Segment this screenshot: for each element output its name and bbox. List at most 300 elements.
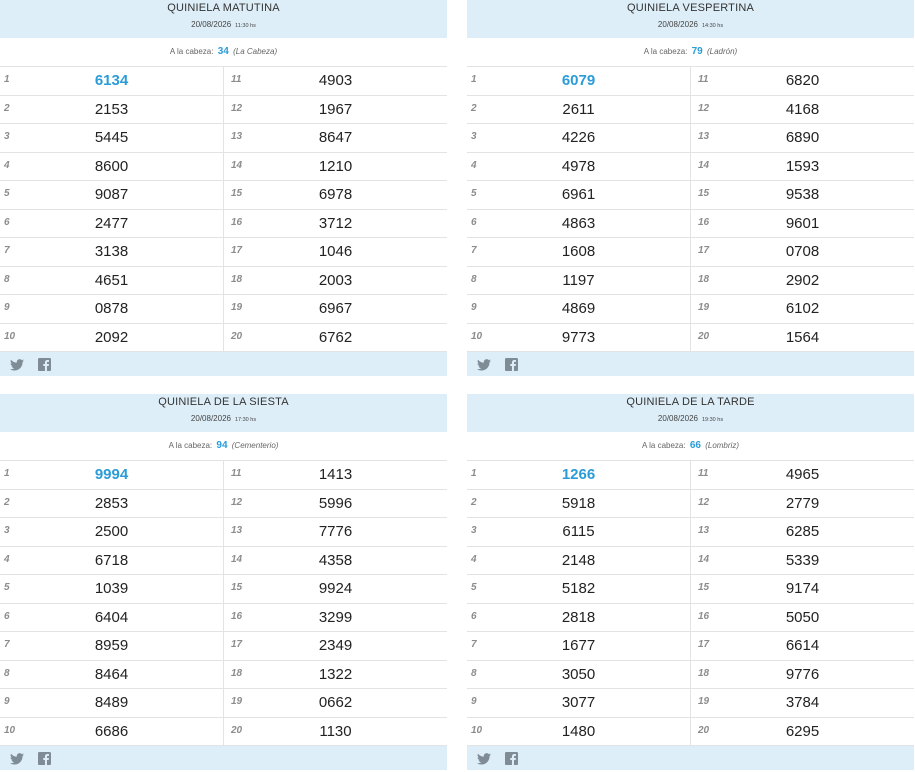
draw-date: 20/08/2026 [657, 20, 698, 29]
card-header [467, 394, 914, 432]
result-number: 0708 [785, 243, 820, 260]
result-position: 20 [698, 330, 710, 342]
result-number: 4869 [561, 300, 596, 317]
result-row [224, 153, 447, 182]
result-number: 5050 [785, 608, 820, 626]
draw-title: QUINIELA DE LA TARDE [626, 396, 755, 408]
result-number: 7776 [318, 523, 353, 540]
result-row [467, 661, 690, 690]
result-position: 4 [4, 553, 10, 565]
result-position: 16 [231, 216, 243, 228]
result-position: 17 [698, 639, 710, 650]
result-row [0, 575, 223, 604]
result-row [691, 632, 914, 661]
result-number: 1593 [785, 157, 820, 175]
result-position: 7 [4, 639, 10, 650]
results-grid [0, 67, 447, 352]
results-column-left [0, 67, 223, 352]
result-position: 15 [231, 582, 243, 593]
result-position: 12 [698, 496, 710, 508]
result-position: 14 [698, 553, 710, 565]
results-column-left [467, 461, 690, 746]
result-row [224, 124, 447, 153]
twitter-icon[interactable] [477, 752, 491, 770]
result-row [224, 718, 447, 747]
result-number: 6762 [318, 328, 353, 346]
result-number: 6961 [561, 186, 596, 203]
result-row [691, 96, 914, 125]
result-position: 7 [4, 245, 10, 256]
result-row [0, 324, 223, 353]
result-row [691, 67, 914, 96]
result-number: 5445 [94, 129, 129, 146]
result-number: 5996 [318, 494, 353, 512]
result-position: 19 [231, 302, 243, 313]
result-row [0, 181, 223, 210]
card-footer [467, 746, 914, 770]
result-number: 9776 [785, 665, 820, 683]
result-row [0, 96, 223, 125]
results-grid [0, 461, 447, 746]
result-position: 1 [4, 74, 10, 85]
result-row [467, 461, 690, 490]
result-number: 1046 [318, 243, 353, 260]
result-number: 6295 [785, 722, 820, 740]
results-column-right [223, 67, 447, 352]
result-position: 16 [698, 216, 710, 228]
result-position: 8 [471, 273, 477, 285]
card-header [0, 0, 447, 38]
result-row [224, 96, 447, 125]
result-row [467, 181, 690, 210]
result-position: 17 [231, 639, 243, 650]
cabeza-label: A la cabeza: [642, 441, 686, 450]
result-row [691, 689, 914, 718]
result-row [467, 547, 690, 576]
result-row [467, 267, 690, 296]
result-position: 5 [4, 582, 10, 593]
result-number: 8489 [94, 694, 129, 711]
result-number: 2148 [561, 551, 596, 569]
result-row [691, 124, 914, 153]
result-number: 1266 [561, 466, 596, 483]
result-number: 6967 [318, 300, 353, 317]
result-position: 1 [471, 74, 477, 85]
result-row [224, 324, 447, 353]
result-position: 19 [231, 696, 243, 707]
result-row [467, 67, 690, 96]
result-position: 17 [698, 245, 710, 256]
results-column-right [690, 461, 914, 746]
draw-time: 17:30 hs [234, 417, 257, 423]
result-number: 1608 [561, 243, 596, 260]
result-position: 8 [471, 667, 477, 679]
result-number: 5339 [785, 551, 820, 569]
result-row [691, 718, 914, 747]
result-position: 9 [471, 302, 477, 313]
result-row [467, 604, 690, 633]
results-column-left [0, 461, 223, 746]
result-number: 6978 [318, 186, 353, 203]
result-number: 6102 [785, 300, 820, 317]
result-row [224, 604, 447, 633]
result-position: 18 [698, 273, 710, 285]
result-row [467, 575, 690, 604]
cabeza-line [467, 38, 914, 67]
cabeza-number: 79 [691, 46, 703, 57]
result-row [0, 518, 223, 547]
result-row [0, 267, 223, 296]
result-position: 5 [4, 188, 10, 199]
cabeza-line [467, 432, 914, 461]
result-number: 6285 [785, 523, 820, 540]
result-number: 1322 [318, 665, 353, 683]
cabeza-line [0, 38, 447, 67]
result-number: 6115 [562, 523, 595, 540]
result-number: 4358 [318, 551, 353, 569]
result-number: 3077 [561, 694, 596, 711]
result-position: 1 [471, 468, 477, 479]
result-position: 14 [231, 159, 243, 171]
result-row [691, 238, 914, 267]
result-row [0, 295, 223, 324]
result-number: 9174 [785, 580, 820, 597]
twitter-icon[interactable] [10, 358, 24, 376]
result-number: 2818 [561, 608, 596, 626]
result-position: 7 [471, 245, 477, 256]
result-number: 2003 [318, 271, 353, 289]
result-row [0, 661, 223, 690]
result-position: 20 [231, 724, 243, 736]
draw-title: QUINIELA DE LA SIESTA [158, 396, 289, 408]
cabeza-meaning: (Lombriz) [705, 441, 739, 450]
result-position: 14 [231, 553, 243, 565]
result-row [691, 324, 914, 353]
draw-card [467, 394, 914, 770]
result-position: 2 [4, 496, 10, 508]
result-position: 12 [698, 102, 710, 114]
result-row [691, 181, 914, 210]
result-number: 3138 [94, 243, 129, 260]
result-row [0, 604, 223, 633]
result-position: 19 [698, 696, 710, 707]
result-number: 0878 [94, 300, 129, 317]
result-row [0, 153, 223, 182]
result-position: 12 [231, 496, 243, 508]
result-number: 4978 [561, 157, 596, 175]
card-footer [467, 352, 914, 376]
result-number: 9994 [94, 466, 129, 483]
result-row [467, 238, 690, 267]
result-position: 11 [231, 74, 242, 85]
cabeza-line [0, 432, 447, 461]
result-number: 2500 [94, 523, 129, 540]
result-row [224, 689, 447, 718]
result-row [467, 153, 690, 182]
result-number: 4863 [561, 214, 596, 232]
cabeza-label: A la cabeza: [643, 47, 688, 56]
draw-title: QUINIELA VESPERTINA [626, 2, 755, 14]
result-position: 9 [4, 302, 10, 313]
draw-date: 20/08/2026 [191, 20, 232, 29]
cabeza-number: 66 [689, 440, 701, 451]
facebook-icon[interactable] [38, 752, 51, 770]
result-number: 5918 [561, 494, 596, 512]
result-number: 1413 [318, 466, 353, 483]
result-number: 4651 [94, 271, 129, 289]
result-position: 6 [471, 216, 477, 228]
result-row [0, 632, 223, 661]
result-position: 13 [231, 131, 243, 142]
result-number: 1677 [561, 637, 596, 654]
result-row [224, 295, 447, 324]
draw-card [0, 394, 447, 770]
result-row [467, 324, 690, 353]
result-number: 4965 [785, 466, 820, 483]
result-number: 5182 [561, 580, 596, 597]
result-number: 2092 [94, 328, 129, 346]
result-position: 10 [4, 724, 16, 736]
result-row [467, 295, 690, 324]
results-grid [467, 67, 914, 352]
result-position: 6 [471, 610, 477, 622]
result-number: 3784 [785, 694, 820, 711]
result-row [224, 661, 447, 690]
result-position: 16 [698, 610, 710, 622]
result-position: 2 [471, 496, 477, 508]
result-position: 19 [698, 302, 710, 313]
result-row [224, 632, 447, 661]
result-row [691, 267, 914, 296]
result-number: 6079 [561, 72, 596, 89]
result-position: 3 [4, 131, 10, 142]
result-row [0, 461, 223, 490]
result-number: 2153 [94, 100, 129, 118]
draw-date: 20/08/2026 [190, 414, 231, 423]
result-row [467, 718, 690, 747]
cabeza-number: 34 [217, 46, 229, 57]
result-number: 9773 [561, 328, 596, 346]
result-row [0, 718, 223, 747]
result-position: 16 [231, 610, 243, 622]
result-number: 6134 [94, 72, 129, 89]
result-position: 3 [471, 131, 477, 142]
result-row [0, 490, 223, 519]
result-number: 2477 [94, 214, 129, 232]
result-number: 1197 [562, 271, 595, 289]
result-number: 2779 [785, 494, 820, 512]
result-number: 1130 [319, 722, 352, 740]
result-number: 1039 [94, 580, 129, 597]
cabeza-meaning: (Cementerio) [231, 441, 279, 450]
result-position: 15 [698, 582, 710, 593]
results-column-left [467, 67, 690, 352]
facebook-icon[interactable] [505, 752, 518, 770]
result-position: 6 [4, 610, 10, 622]
draw-title: QUINIELA MATUTINA [167, 2, 280, 14]
card-footer [0, 352, 447, 376]
result-number: 6614 [785, 637, 820, 654]
result-row [467, 124, 690, 153]
result-row [691, 575, 914, 604]
result-position: 18 [231, 273, 243, 285]
result-row [224, 267, 447, 296]
facebook-icon[interactable] [505, 358, 518, 376]
draw-datetime [0, 20, 447, 29]
result-position: 10 [471, 330, 483, 342]
result-row [224, 490, 447, 519]
result-row [224, 67, 447, 96]
result-position: 7 [471, 639, 477, 650]
result-number: 8464 [94, 665, 129, 683]
draw-datetime [467, 414, 914, 423]
result-number: 6404 [94, 608, 129, 626]
result-row [224, 461, 447, 490]
cabeza-meaning: (Ladrón) [706, 47, 738, 56]
result-number: 0662 [318, 694, 353, 711]
result-number: 6890 [785, 129, 820, 146]
cabeza-number: 94 [216, 440, 228, 451]
result-position: 13 [698, 131, 710, 142]
result-row [691, 153, 914, 182]
draw-card [467, 0, 914, 376]
result-row [691, 547, 914, 576]
result-number: 8647 [318, 129, 353, 146]
result-position: 15 [231, 188, 243, 199]
result-row [691, 210, 914, 239]
result-position: 1 [4, 468, 10, 479]
result-row [691, 461, 914, 490]
result-number: 3712 [318, 214, 353, 232]
results-column-right [223, 461, 447, 746]
result-position: 11 [698, 74, 709, 85]
result-position: 12 [231, 102, 243, 114]
result-position: 6 [4, 216, 10, 228]
result-number: 9087 [94, 186, 129, 203]
result-number: 1564 [785, 328, 820, 346]
result-position: 8 [4, 667, 10, 679]
result-number: 1480 [561, 722, 596, 740]
result-row [0, 689, 223, 718]
twitter-icon[interactable] [10, 752, 24, 770]
result-row [691, 490, 914, 519]
result-number: 4903 [318, 72, 353, 89]
result-number: 1967 [318, 100, 353, 118]
result-number: 4168 [785, 100, 820, 118]
draw-datetime [0, 414, 447, 423]
draw-time: 14:30 hs [701, 23, 724, 29]
card-header [467, 0, 914, 38]
result-row [224, 210, 447, 239]
result-position: 2 [4, 102, 10, 114]
facebook-icon[interactable] [38, 358, 51, 376]
result-row [0, 210, 223, 239]
draw-time: 11:30 hs [235, 23, 256, 29]
result-number: 6718 [94, 551, 129, 569]
result-position: 17 [231, 245, 243, 256]
result-row [0, 238, 223, 267]
result-number: 6686 [94, 722, 129, 740]
result-position: 13 [698, 525, 710, 536]
result-position: 4 [4, 159, 10, 171]
result-number: 3050 [561, 665, 596, 683]
result-number: 8959 [94, 637, 129, 654]
result-row [691, 518, 914, 547]
result-position: 4 [471, 159, 477, 171]
result-row [467, 96, 690, 125]
result-row [224, 181, 447, 210]
result-row [0, 124, 223, 153]
twitter-icon[interactable] [477, 358, 491, 376]
result-number: 6820 [785, 72, 820, 89]
cabeza-meaning: (La Cabeza) [233, 47, 278, 56]
result-position: 18 [231, 667, 243, 679]
result-row [467, 490, 690, 519]
result-position: 3 [4, 525, 10, 536]
result-row [691, 661, 914, 690]
cabeza-label: A la cabeza: [168, 441, 213, 450]
results-grid [467, 461, 914, 746]
draw-date: 20/08/2026 [657, 414, 698, 423]
result-row [467, 210, 690, 239]
result-position: 9 [471, 696, 477, 707]
result-row [0, 67, 223, 96]
result-position: 13 [231, 525, 243, 536]
result-row [224, 518, 447, 547]
result-row [691, 295, 914, 324]
result-number: 9924 [318, 580, 353, 597]
result-position: 8 [4, 273, 10, 285]
result-position: 5 [471, 188, 477, 199]
result-position: 3 [471, 525, 477, 536]
result-number: 2611 [562, 100, 595, 118]
result-position: 18 [698, 667, 710, 679]
result-number: 1210 [318, 157, 353, 175]
result-number: 2349 [318, 637, 353, 654]
result-position: 11 [698, 468, 709, 479]
result-number: 2902 [785, 271, 820, 289]
result-row [467, 518, 690, 547]
result-row [467, 689, 690, 718]
draw-card [0, 0, 447, 376]
result-position: 5 [471, 582, 477, 593]
cabeza-label: A la cabeza: [169, 47, 214, 56]
draw-datetime [467, 20, 914, 29]
result-number: 8600 [94, 157, 129, 175]
result-position: 4 [471, 553, 477, 565]
result-position: 10 [4, 330, 16, 342]
result-position: 9 [4, 696, 10, 707]
card-footer [0, 746, 447, 770]
result-row [224, 547, 447, 576]
result-row [691, 604, 914, 633]
result-position: 15 [698, 188, 710, 199]
result-row [467, 632, 690, 661]
result-number: 4226 [561, 129, 596, 146]
result-position: 10 [471, 724, 483, 736]
results-column-right [690, 67, 914, 352]
result-position: 20 [698, 724, 710, 736]
card-header [0, 394, 447, 432]
result-number: 9538 [785, 186, 820, 203]
draw-time: 19:30 hs [701, 417, 724, 423]
result-row [0, 547, 223, 576]
result-position: 2 [471, 102, 477, 114]
result-position: 20 [231, 330, 243, 342]
result-number: 9601 [785, 214, 820, 232]
result-row [224, 238, 447, 267]
result-position: 14 [698, 159, 710, 171]
